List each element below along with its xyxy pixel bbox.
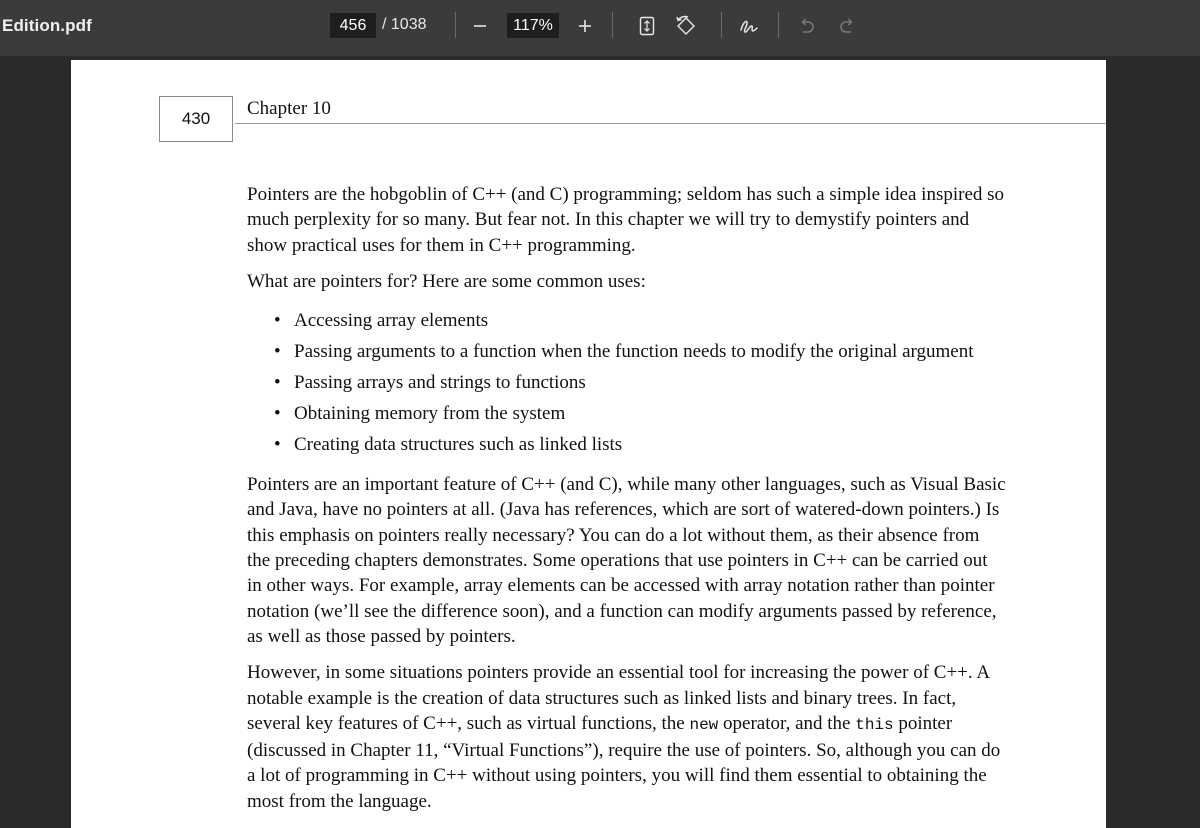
redo-icon [838, 18, 856, 34]
paragraph-text: However, in some situations pointers provide an essential tool for increasing the power of C++. A notable example is the creation of data structures such as linked lists and binary trees. In fact, several key features of C++, such as virtual functions, the [247, 662, 989, 734]
zoom-level-input[interactable]: 117% [507, 13, 559, 38]
toolbar-divider [455, 12, 456, 38]
pdf-toolbar [0, 0, 1200, 57]
paragraph-essential [247, 660, 1007, 814]
list-item-text: Passing arguments to a function when the function needs to modify the original argument [294, 341, 974, 363]
paragraph-intro: Pointers are the hobgoblin of C++ (and C) programming; seldom has such a simple idea inspired so much perplexity for so many. But fear not. In this chapter we will try to demystify pointers and show practical uses for them in C++ programming. [247, 184, 1005, 256]
toolbar-divider [778, 12, 779, 38]
list-item [274, 398, 1007, 429]
list-item-text: Creating data structures such as linked lists [294, 434, 623, 456]
list-item-text: Passing arrays and strings to functions [294, 372, 586, 394]
code-new: new [689, 715, 719, 734]
uses-list [247, 305, 1007, 460]
toolbar-divider [612, 12, 613, 38]
page-total: / 1038 [382, 16, 427, 33]
list-item [274, 367, 1007, 398]
zoom-out-button[interactable] [468, 11, 492, 41]
paragraph-importance: Pointers are an important feature of C++ (and C), while many other languages, such as Visual Basic and Java, have no pointers at all. (Java has references, which are sort of watered-down pointers.) Is this emphasis on pointers really necessary? You can do a lot without them, as their absence from the preceding chapters demonstrates. Some operations that use pointers in C++ can be carried out in other ways. For example, array elements can be accessed with array notation rather than pointer notation (we’ll see the difference soon), and a function can modify arguments passed by reference, as well as those passed by pointers. [247, 474, 1006, 647]
code-this: this [855, 715, 894, 734]
fit-page-icon [639, 16, 655, 36]
zoom-in-button[interactable] [573, 11, 597, 41]
toolbar-divider [721, 12, 722, 38]
paragraph-text: operator, and the [718, 712, 856, 734]
bullet-icon: • [274, 372, 281, 394]
paragraph-text: pointer (discussed in Chapter 11, “Virtual Functions”), require the use of pointers. So, although you can do a lot of programming in C++ without using pointers, you will find them essential to obtaining the most from the language. [247, 712, 1001, 812]
page-number-label: 430 [159, 96, 233, 142]
list-item [274, 429, 1007, 460]
fit-page-button[interactable] [635, 11, 659, 41]
undo-icon [798, 18, 816, 34]
page-number-input[interactable]: 456 [330, 13, 376, 38]
minus-icon [473, 19, 487, 33]
bullet-icon: • [274, 434, 281, 456]
page-body [247, 182, 1007, 825]
list-item [274, 336, 1007, 367]
bullet-icon: • [274, 403, 281, 425]
bullet-icon: • [274, 341, 281, 363]
undo-button[interactable] [795, 11, 819, 41]
paragraph-uses-intro: What are pointers for? Here are some common uses: [247, 270, 646, 292]
pdf-page [71, 60, 1106, 828]
redo-button[interactable] [835, 11, 859, 41]
rotate-button[interactable] [673, 11, 699, 41]
chapter-heading: Chapter 10 [247, 98, 331, 119]
document-title: Edition.pdf [2, 16, 92, 35]
header-rule [235, 123, 1106, 124]
list-item-text: Accessing array elements [294, 310, 489, 332]
list-item-text: Obtaining memory from the system [294, 403, 566, 425]
plus-icon [578, 19, 592, 33]
bullet-icon: • [274, 310, 281, 332]
draw-icon [739, 17, 759, 35]
list-item [274, 305, 1007, 336]
rotate-icon [675, 15, 697, 37]
draw-button[interactable] [737, 11, 761, 41]
